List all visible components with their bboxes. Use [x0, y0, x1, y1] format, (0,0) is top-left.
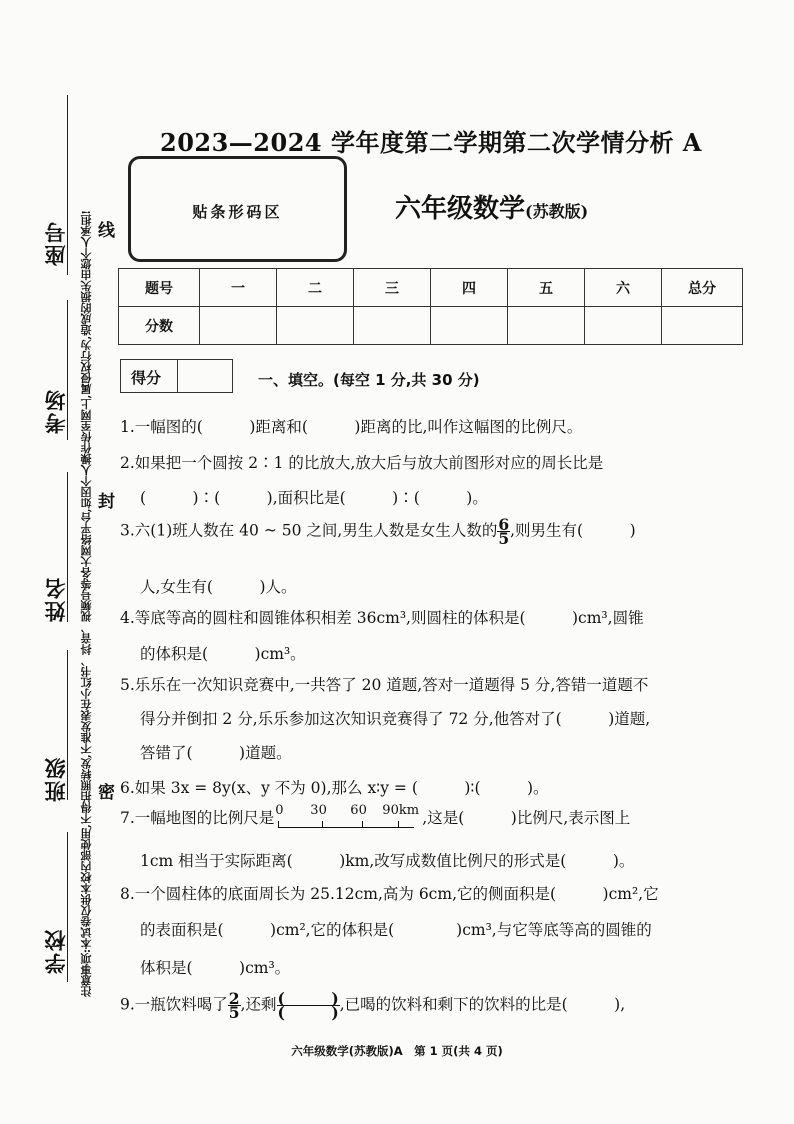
question-1: 1.一幅图的( )距离和( )距离的比,叫作这幅图的比例尺。 — [120, 418, 583, 436]
score-cell[interactable] — [585, 307, 662, 345]
scale-bar-line — [278, 827, 414, 828]
question-8-line-1: 8.一个圆柱体的底面周长为 25.12cm,高为 6cm,它的侧面积是( )cm²,它 — [120, 885, 659, 903]
question-5-line-1: 5.乐乐在一次知识竞赛中,一共答了 20 道题,答对一道题得 5 分,答错一道题不 — [120, 676, 649, 694]
score-header-cell: 三 — [354, 269, 431, 307]
score-header-cell: 四 — [431, 269, 508, 307]
subject-title — [395, 188, 588, 225]
seal-seal-mark: 封 — [98, 492, 115, 512]
score-table-header-row — [119, 269, 743, 307]
score-cell[interactable] — [277, 307, 354, 345]
question-9-text: 9.一瓶饮料喝了 — [120, 995, 228, 1014]
line-scale-bar — [274, 803, 422, 832]
question-6: 6.如果 3x = 8y(x、y 不为 0),那么 x∶y = ( )∶( )。 — [120, 779, 549, 797]
question-8-line-3: 体积是( )cm³。 — [140, 959, 291, 977]
fraction-blank[interactable]: $\frac{( )}{( )}$ — [277, 989, 339, 1022]
question-4-line-1: 4.等底等高的圆柱和圆锥体积相差 36cm³,则圆柱的体积是( )cm³,圆锥 — [120, 609, 644, 627]
score-header-cell: 总分 — [662, 269, 743, 307]
section-score-divider — [177, 360, 178, 392]
scale-tick — [362, 821, 363, 828]
score-cell[interactable] — [431, 307, 508, 345]
exam-room-label: 考场 — [43, 388, 68, 434]
question-9-line-1 — [120, 989, 626, 1022]
seal-secret-mark: 密 — [98, 783, 115, 803]
seat-number-line — [67, 95, 68, 275]
question-3-line-1 — [120, 515, 636, 548]
question-4-line-2: 的体积是( )cm³。 — [140, 645, 306, 663]
scale-tick-label: 0 — [275, 803, 284, 818]
score-table-score-row — [119, 307, 743, 345]
scale-tick — [398, 821, 399, 828]
exam-title: 2023—2024 学年度第二学期第二次学情分析 A — [160, 128, 702, 157]
score-cell[interactable] — [508, 307, 585, 345]
section-score-label: 得分 — [131, 369, 162, 387]
class-line — [67, 650, 68, 800]
question-5-line-2: 得分并倒扣 2 分,乐乐参加这次知识竞赛得了 72 分,他答对了( )道题, — [140, 710, 651, 728]
score-row-label: 分数 — [119, 307, 200, 345]
question-2-line-2: ( )∶( ),面积比是( )∶( )。 — [140, 489, 488, 507]
score-header-cell: 五 — [508, 269, 585, 307]
scale-tick — [322, 821, 323, 828]
seal-line-mark: 线 — [98, 221, 115, 241]
section-1-heading: 一、填空。(每空 1 分,共 30 分) — [258, 371, 480, 389]
question-7-line-1 — [120, 803, 631, 832]
exam-notice — [80, 92, 93, 997]
question-9-text-tail: ,已喝的饮料和剩下的饮料的比是( ), — [339, 995, 626, 1014]
question-3-line-2: 人,女生有( )人。 — [140, 578, 297, 596]
seat-number-label: 座号 — [43, 220, 68, 266]
name-line — [67, 472, 68, 622]
exam-room-line — [67, 300, 68, 440]
score-cell[interactable] — [200, 307, 277, 345]
question-7-line-2: 1cm 相当于实际距离( )km,改写成数值比例尺的形式是( )。 — [140, 852, 635, 870]
question-9-text-mid: ,还剩 — [240, 995, 277, 1014]
score-header-cell: 一 — [200, 269, 277, 307]
fraction-two-fifths: $\frac{2}{5}$ — [228, 989, 240, 1022]
name-label: 姓名 — [43, 576, 68, 622]
subject-name: 六年级数学 — [395, 194, 526, 224]
question-8-line-2: 的表面积是( )cm²,它的体积是( )cm³,与它等底等高的圆锥的 — [140, 921, 652, 939]
section-score-box — [120, 359, 233, 393]
question-3-text: 3.六(1)班人数在 40 ~ 50 之间,男生人数是女生人数的 — [120, 521, 498, 540]
score-cell[interactable] — [354, 307, 431, 345]
score-header-cell: 二 — [277, 269, 354, 307]
question-7-text: 7.一幅地图的比例尺是 — [120, 809, 275, 827]
school-label: 学校 — [43, 928, 68, 974]
barcode-area-label: 贴条形码区 — [192, 203, 283, 221]
score-header-cell: 六 — [585, 269, 662, 307]
edition-label: (苏教版) — [525, 202, 589, 221]
scale-tick-label: 90km — [382, 803, 420, 818]
score-header-cell: 题号 — [119, 269, 200, 307]
page-footer: 六年级数学(苏教版)A 第 1 页(共 4 页) — [291, 1044, 503, 1058]
question-7-text-tail: ,这是( )比例尺,表示图上 — [422, 809, 631, 827]
class-label: 班级 — [43, 756, 68, 802]
question-2-line-1: 2.如果把一个圆按 2∶1 的比放大,放大后与放大前图形对应的周长比是 — [120, 454, 604, 472]
fraction-six-fifths: $\frac{6}{5}$ — [498, 515, 510, 548]
question-5-line-3: 答错了( )道题。 — [140, 744, 292, 762]
scale-tick-label: 30 — [310, 803, 327, 818]
scale-tick-label: 60 — [350, 803, 367, 818]
school-line — [67, 832, 68, 982]
score-table — [118, 268, 743, 345]
notice-text: 注意事项:本试卷仅供本校内部使用,不得拍照转发,不准发表在小红书、抖音、视频号等各大网络平台,如因个人操作传至网上,属侵权行为,造成的损失由您个人承担! — [80, 209, 93, 997]
score-cell[interactable] — [662, 307, 743, 345]
scale-tick — [278, 821, 279, 828]
question-3-text-tail: ,则男生有( ) — [510, 521, 636, 540]
barcode-area — [128, 156, 347, 262]
